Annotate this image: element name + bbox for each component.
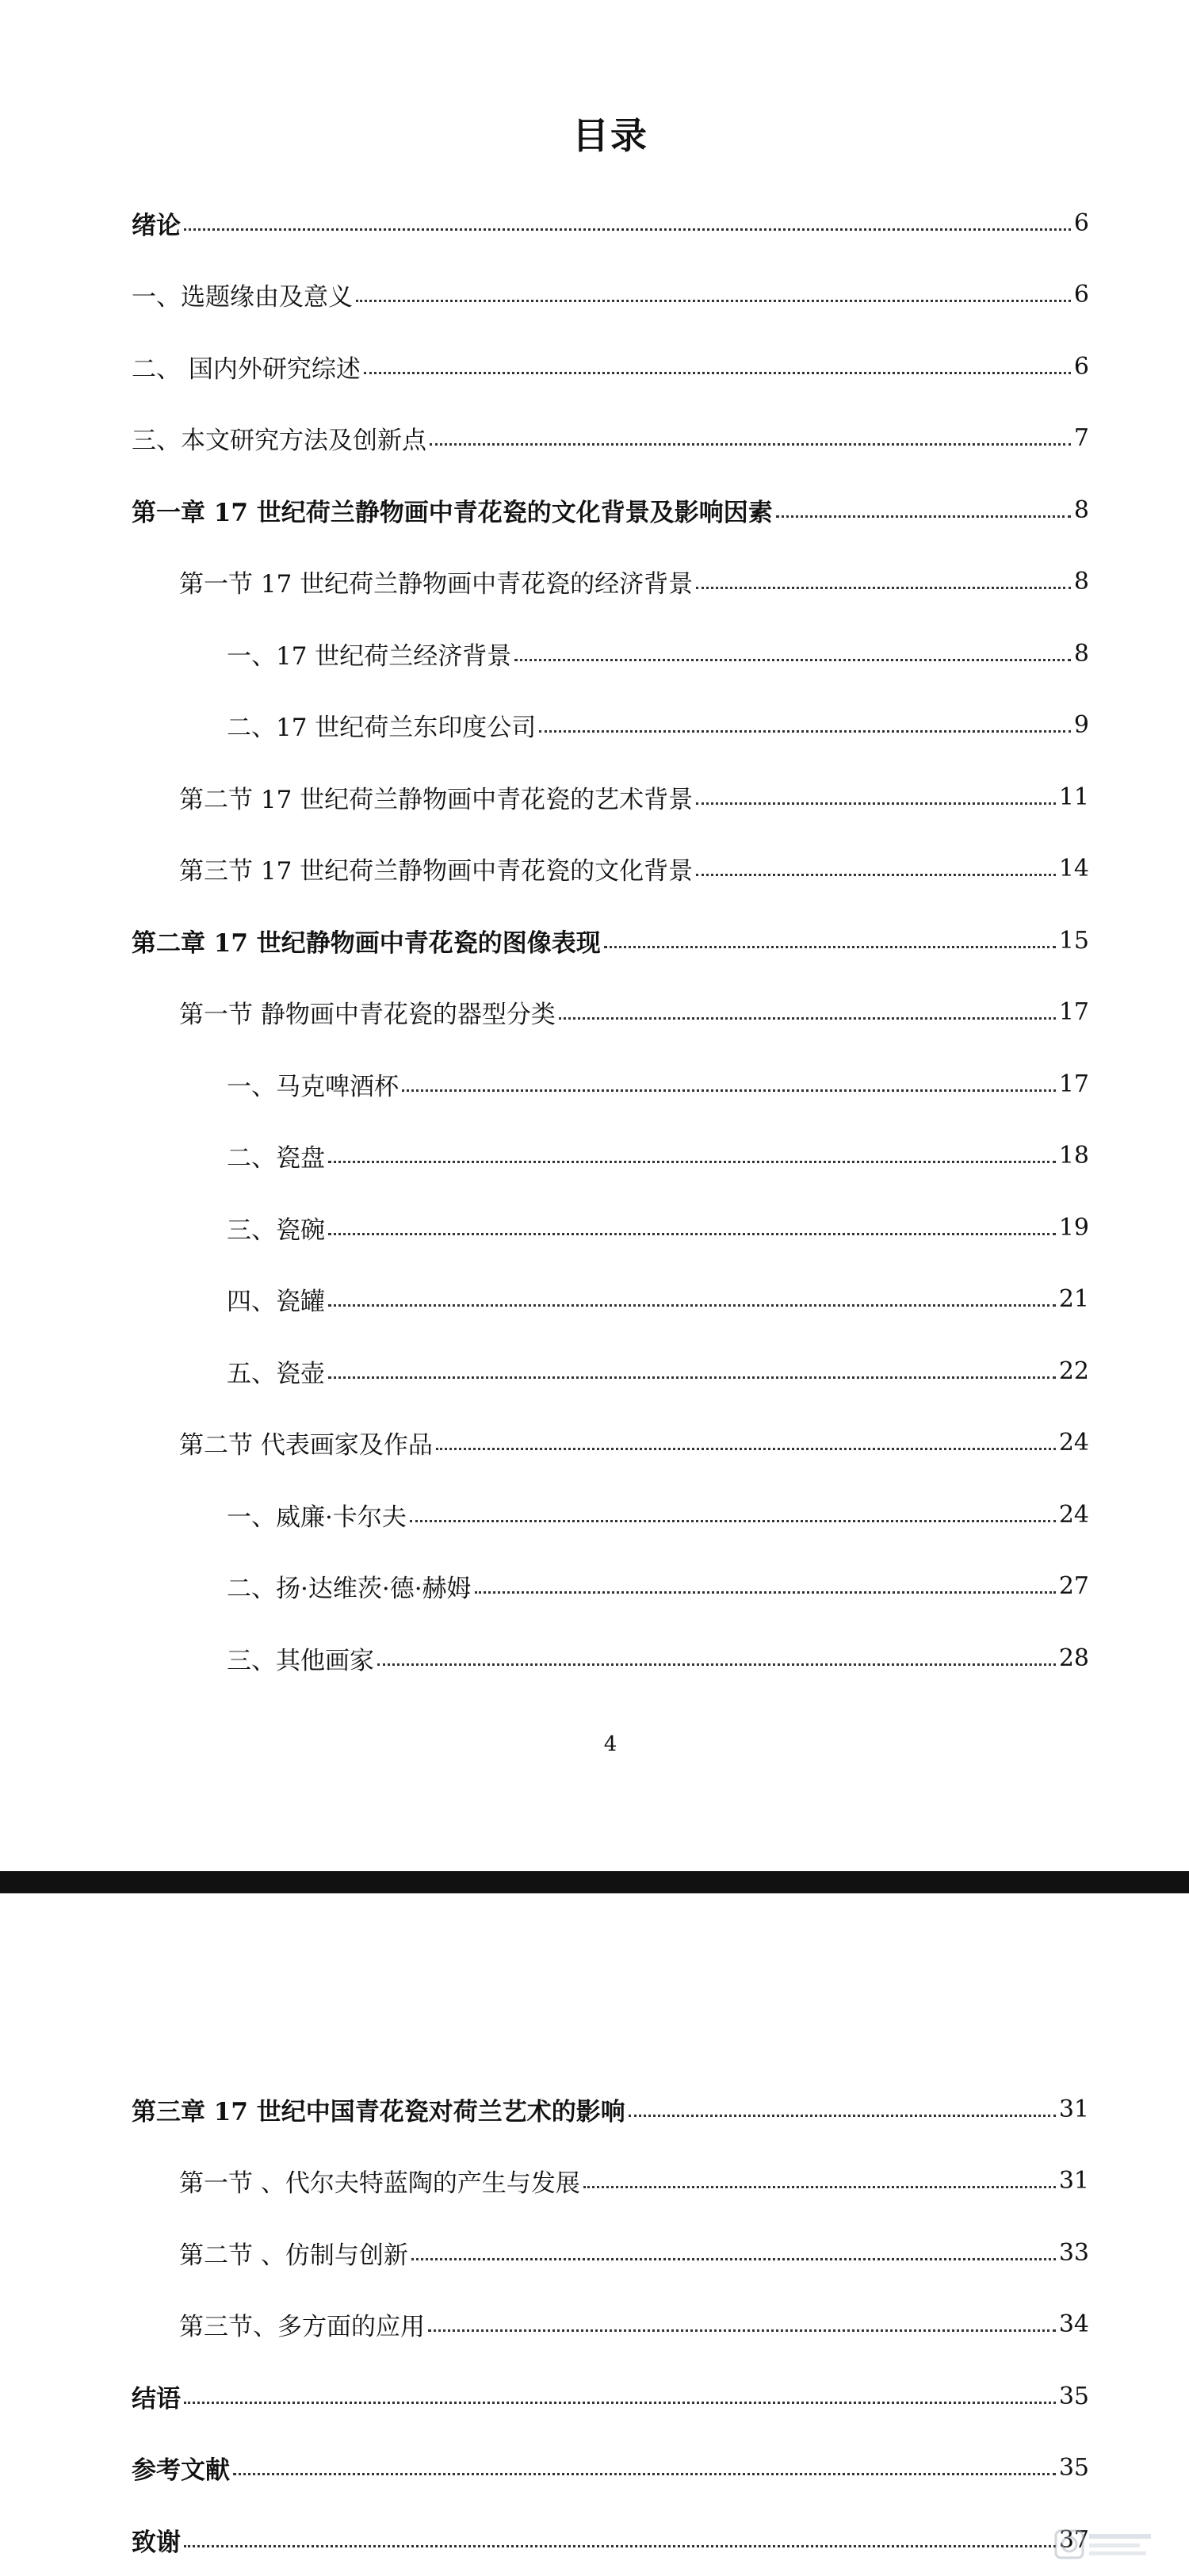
toc-entry[interactable] [132,1407,1089,1479]
toc-entry-page: 15 [1058,926,1089,955]
toc-entry-label: 第二节 、仿制与创新 [179,2241,408,2270]
toc-entry-label: 一、选题缘由及意义 [132,283,353,312]
toc-entry-label: 三、本文研究方法及创新点 [132,427,426,456]
toc-entry-page: 17 [1058,998,1089,1027]
toc-dot-leader [411,2258,1056,2260]
toc-entry[interactable] [132,2504,1089,2576]
toc-entry-page: 35 [1058,2382,1089,2410]
toc-entry-page: 34 [1058,2310,1089,2339]
toc-entry[interactable] [132,905,1089,977]
toc-entry-page: 8 [1073,496,1089,524]
toc-entry-label: 第一章 17 世纪荷兰静物画中青花瓷的文化背景及影响因素 [132,498,773,527]
toc-entry-label: 第一节 静物画中青花瓷的器型分类 [179,1001,556,1030]
toc-entry-label: 五、瓷壶 [227,1359,325,1388]
toc-entry[interactable] [132,977,1089,1049]
toc-entry-page: 22 [1058,1357,1089,1385]
toc-entry-page: 35 [1058,2454,1089,2482]
toc-dot-leader [539,730,1071,733]
toc-dot-leader [184,228,1071,231]
toc-dot-leader [328,1376,1056,1379]
toc-dot-leader [410,1520,1056,1522]
toc-dot-leader [696,874,1056,876]
toc-entry-label: 二、17 世纪荷兰东印度公司 [227,714,537,743]
toc-entry-page: 19 [1058,1213,1089,1242]
toc-entry-page: 18 [1058,1142,1089,1170]
toc-dot-leader [328,1161,1056,1163]
watermark-logo-icon [1054,2526,1154,2563]
toc-dot-leader [776,515,1071,518]
toc-dot-leader [604,946,1056,948]
toc-entry-page: 9 [1073,711,1089,740]
toc-dot-leader [696,587,1071,589]
toc-entry-page: 14 [1058,855,1089,883]
toc-entry-page: 8 [1073,568,1089,596]
toc-entry[interactable] [132,2360,1089,2432]
toc-entry[interactable] [132,2145,1089,2218]
toc-entry[interactable] [132,2289,1089,2361]
toc-entry[interactable] [132,2432,1089,2505]
toc-entry-label: 第一节 、代尔夫特蓝陶的产生与发展 [179,2169,580,2199]
toc-entry-label: 第一节 17 世纪荷兰静物画中青花瓷的经济背景 [179,570,694,599]
toc-dot-leader [629,2115,1056,2117]
toc-entry-page: 37 [1058,2525,1089,2554]
toc-entry-page: 8 [1073,639,1089,668]
toc-entry-label: 三、其他画家 [227,1646,374,1675]
toc-entry-label: 第二节 17 世纪荷兰静物画中青花瓷的艺术背景 [179,785,694,814]
toc-entry[interactable] [132,761,1089,833]
toc-entry[interactable] [132,618,1089,690]
toc-entry[interactable] [132,1335,1089,1407]
toc-dot-leader [583,2186,1056,2188]
toc-entry-page: 24 [1058,1429,1089,1457]
toc-entry[interactable] [132,1622,1089,1694]
toc-dot-leader [402,1089,1056,1092]
toc-dot-leader [436,1448,1056,1450]
toc-entry-label: 致谢 [132,2528,181,2557]
toc-entry-page: 33 [1058,2238,1089,2267]
toc-entry[interactable] [132,1120,1089,1192]
toc-entry-label: 一、马克啤酒杯 [227,1072,399,1101]
toc-dot-leader [184,2402,1056,2404]
toc-dot-leader [364,372,1071,374]
toc-dot-leader [428,2329,1056,2332]
toc-page-2 [0,1893,1189,2574]
toc-dot-leader [377,1663,1056,1666]
toc-entry-page: 6 [1073,281,1089,309]
toc-entry[interactable] [132,403,1089,475]
toc-entry[interactable] [132,2073,1089,2145]
toc-entry-label: 二、 国内外研究综述 [132,354,361,384]
toc-entry-page: 27 [1058,1572,1089,1601]
toc-entry[interactable] [132,187,1089,259]
toc-entry-page: 28 [1058,1644,1089,1672]
toc-entry-label: 三、瓷碗 [227,1215,325,1245]
toc-list-page-2 [132,2073,1089,2576]
toc-entry[interactable] [132,259,1089,331]
toc-title: 目录 [572,114,648,157]
toc-dot-leader [430,443,1071,446]
toc-entry-page: 7 [1073,424,1089,453]
toc-entry[interactable] [132,474,1089,546]
toc-entry[interactable] [132,690,1089,762]
toc-entry-page: 17 [1058,1070,1089,1098]
toc-entry-label: 四、瓷罐 [227,1288,325,1317]
toc-entry-label: 参考文献 [132,2456,230,2486]
toc-entry[interactable] [132,1479,1089,1551]
toc-dot-leader [233,2473,1056,2475]
toc-dot-leader [328,1304,1056,1307]
toc-entry-label: 绪论 [132,211,181,240]
toc-entry-page: 24 [1058,1500,1089,1529]
toc-entry-label: 第三节 17 世纪荷兰静物画中青花瓷的文化背景 [179,857,694,886]
toc-entry[interactable] [132,1551,1089,1623]
toc-entry-page: 6 [1073,352,1089,381]
toc-list-page-1 [132,187,1089,1694]
page-number: 4 [603,1732,617,1756]
toc-entry-label: 第二节 代表画家及作品 [179,1431,433,1460]
toc-entry-label: 结语 [132,2384,181,2413]
toc-entry-page: 11 [1058,783,1089,811]
toc-entry-label: 二、扬·达维茨·德·赫姆 [227,1575,472,1604]
page-separator [0,1871,1189,1893]
toc-entry[interactable] [132,1192,1089,1264]
toc-entry-label: 第三节、多方面的应用 [179,2313,425,2342]
toc-entry-label: 第三章 17 世纪中国青花瓷对荷兰艺术的影响 [132,2097,625,2126]
toc-entry-label: 一、威廉·卡尔夫 [227,1502,407,1532]
toc-entry-label: 第二章 17 世纪静物画中青花瓷的图像表现 [132,928,601,958]
toc-dot-leader [475,1591,1056,1594]
toc-dot-leader [328,1233,1056,1235]
toc-dot-leader [559,1017,1056,1020]
toc-entry-page: 6 [1073,209,1089,237]
toc-entry[interactable] [132,1048,1089,1120]
toc-dot-leader [514,659,1071,661]
toc-entry-page: 31 [1058,2167,1089,2195]
toc-dot-leader [356,300,1071,302]
toc-entry-label: 二、瓷盘 [227,1144,325,1173]
toc-entry-label: 一、17 世纪荷兰经济背景 [227,641,512,671]
toc-entry[interactable] [132,331,1089,403]
toc-entry-page: 31 [1058,2095,1089,2123]
toc-entry[interactable] [132,2217,1089,2289]
toc-entry[interactable] [132,833,1089,905]
toc-dot-leader [696,802,1056,805]
toc-entry-page: 21 [1058,1285,1089,1314]
toc-dot-leader [184,2545,1056,2547]
toc-entry[interactable] [132,546,1089,618]
toc-entry[interactable] [132,1264,1089,1336]
